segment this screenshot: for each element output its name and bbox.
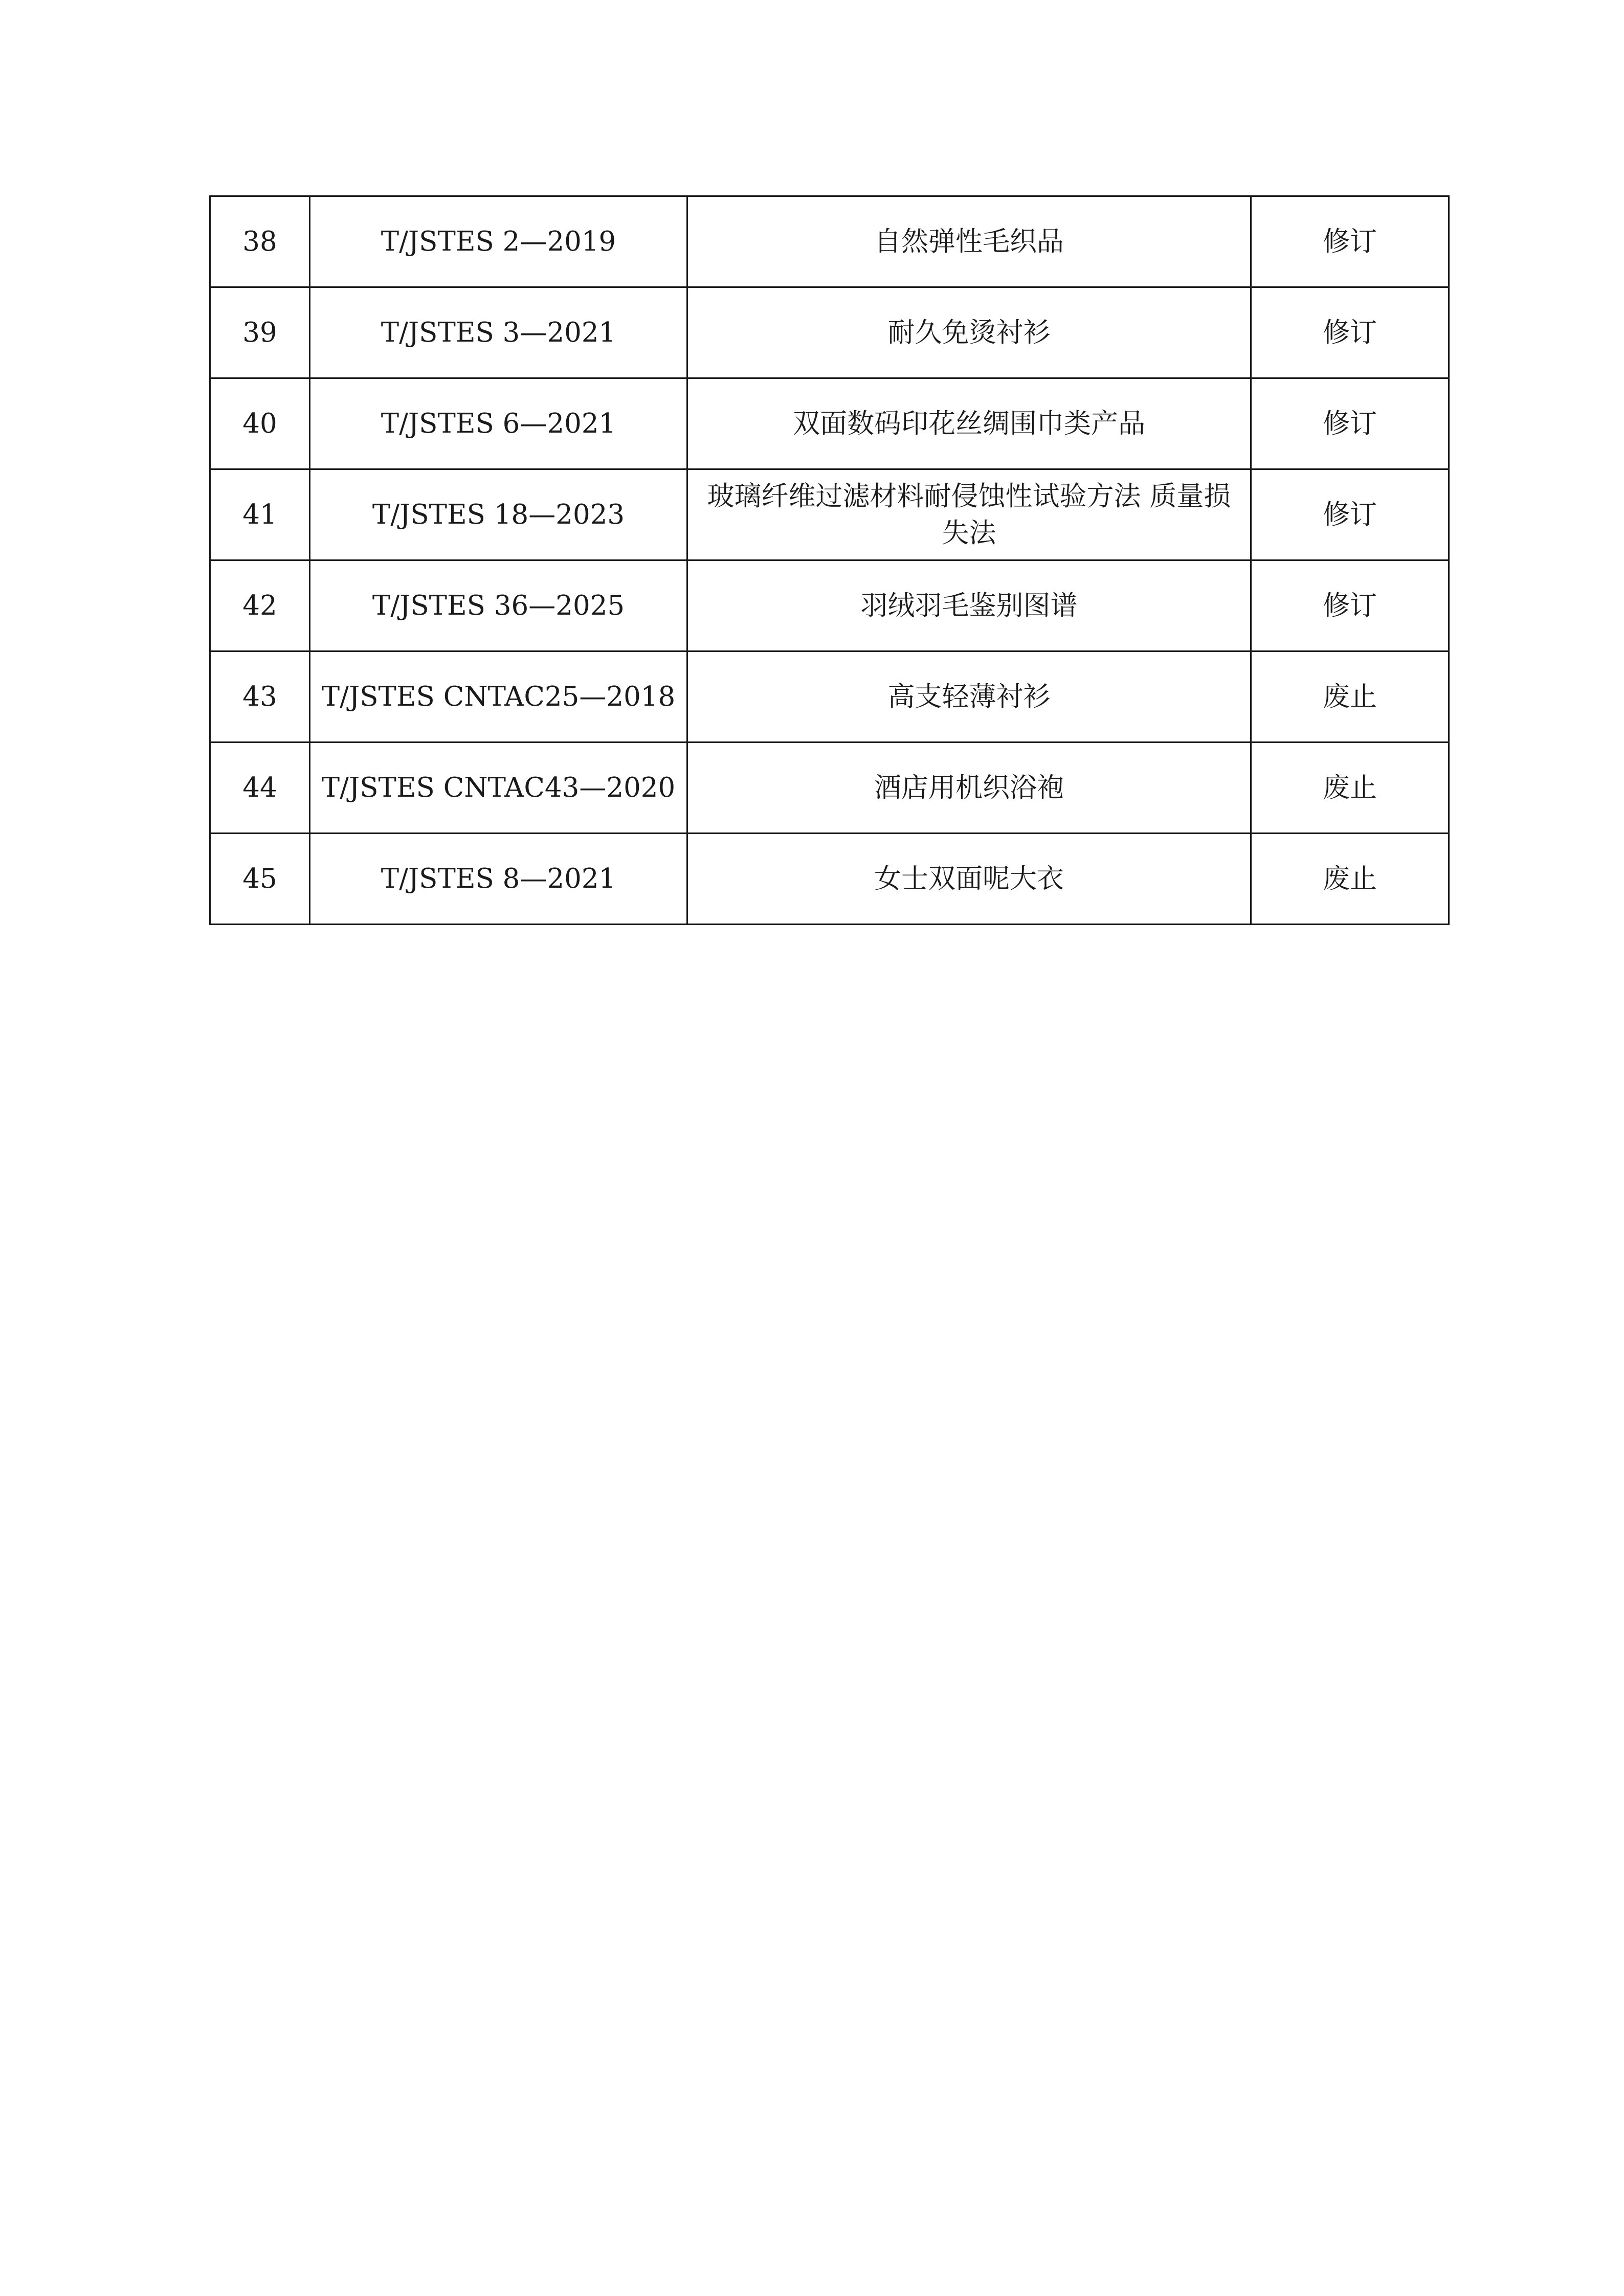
table-row [210, 560, 1449, 651]
standard-name: 耐久免烫衬衫 [687, 287, 1251, 378]
standard-code: T/JSTES CNTAC43—2020 [310, 742, 687, 834]
standard-name: 羽绒羽毛鉴别图谱 [687, 560, 1251, 651]
row-number: 41 [210, 469, 310, 560]
standard-status: 废止 [1251, 834, 1449, 925]
table-row [210, 469, 1449, 560]
row-number: 38 [210, 196, 310, 287]
standard-code: T/JSTES 18—2023 [310, 469, 687, 560]
standard-code: T/JSTES 8—2021 [310, 834, 687, 925]
row-number: 45 [210, 834, 310, 925]
standard-status: 修订 [1251, 560, 1449, 651]
standard-code: T/JSTES 3—2021 [310, 287, 687, 378]
row-number: 40 [210, 378, 310, 469]
row-number: 43 [210, 651, 310, 742]
standard-name: 高支轻薄衬衫 [687, 651, 1251, 742]
standard-name: 女士双面呢大衣 [687, 834, 1251, 925]
standard-status: 修订 [1251, 196, 1449, 287]
standards-table [209, 195, 1450, 925]
table-row [210, 196, 1449, 287]
table-row [210, 378, 1449, 469]
standard-code: T/JSTES CNTAC25—2018 [310, 651, 687, 742]
row-number: 39 [210, 287, 310, 378]
standard-status: 修订 [1251, 469, 1449, 560]
standard-code: T/JSTES 6—2021 [310, 378, 687, 469]
standard-status: 废止 [1251, 651, 1449, 742]
table-row [210, 287, 1449, 378]
standard-status: 修订 [1251, 378, 1449, 469]
standard-code: T/JSTES 2—2019 [310, 196, 687, 287]
standard-name: 自然弹性毛织品 [687, 196, 1251, 287]
standard-name: 双面数码印花丝绸围巾类产品 [687, 378, 1251, 469]
standard-code: T/JSTES 36—2025 [310, 560, 687, 651]
standard-name: 酒店用机织浴袍 [687, 742, 1251, 834]
standard-status: 修订 [1251, 287, 1449, 378]
table-row [210, 651, 1449, 742]
standard-name: 玻璃纤维过滤材料耐侵蚀性试验方法 质量损失法 [687, 469, 1251, 560]
row-number: 42 [210, 560, 310, 651]
table-row [210, 742, 1449, 834]
standards-table-body [210, 196, 1449, 925]
table-row [210, 834, 1449, 925]
row-number: 44 [210, 742, 310, 834]
standard-status: 废止 [1251, 742, 1449, 834]
